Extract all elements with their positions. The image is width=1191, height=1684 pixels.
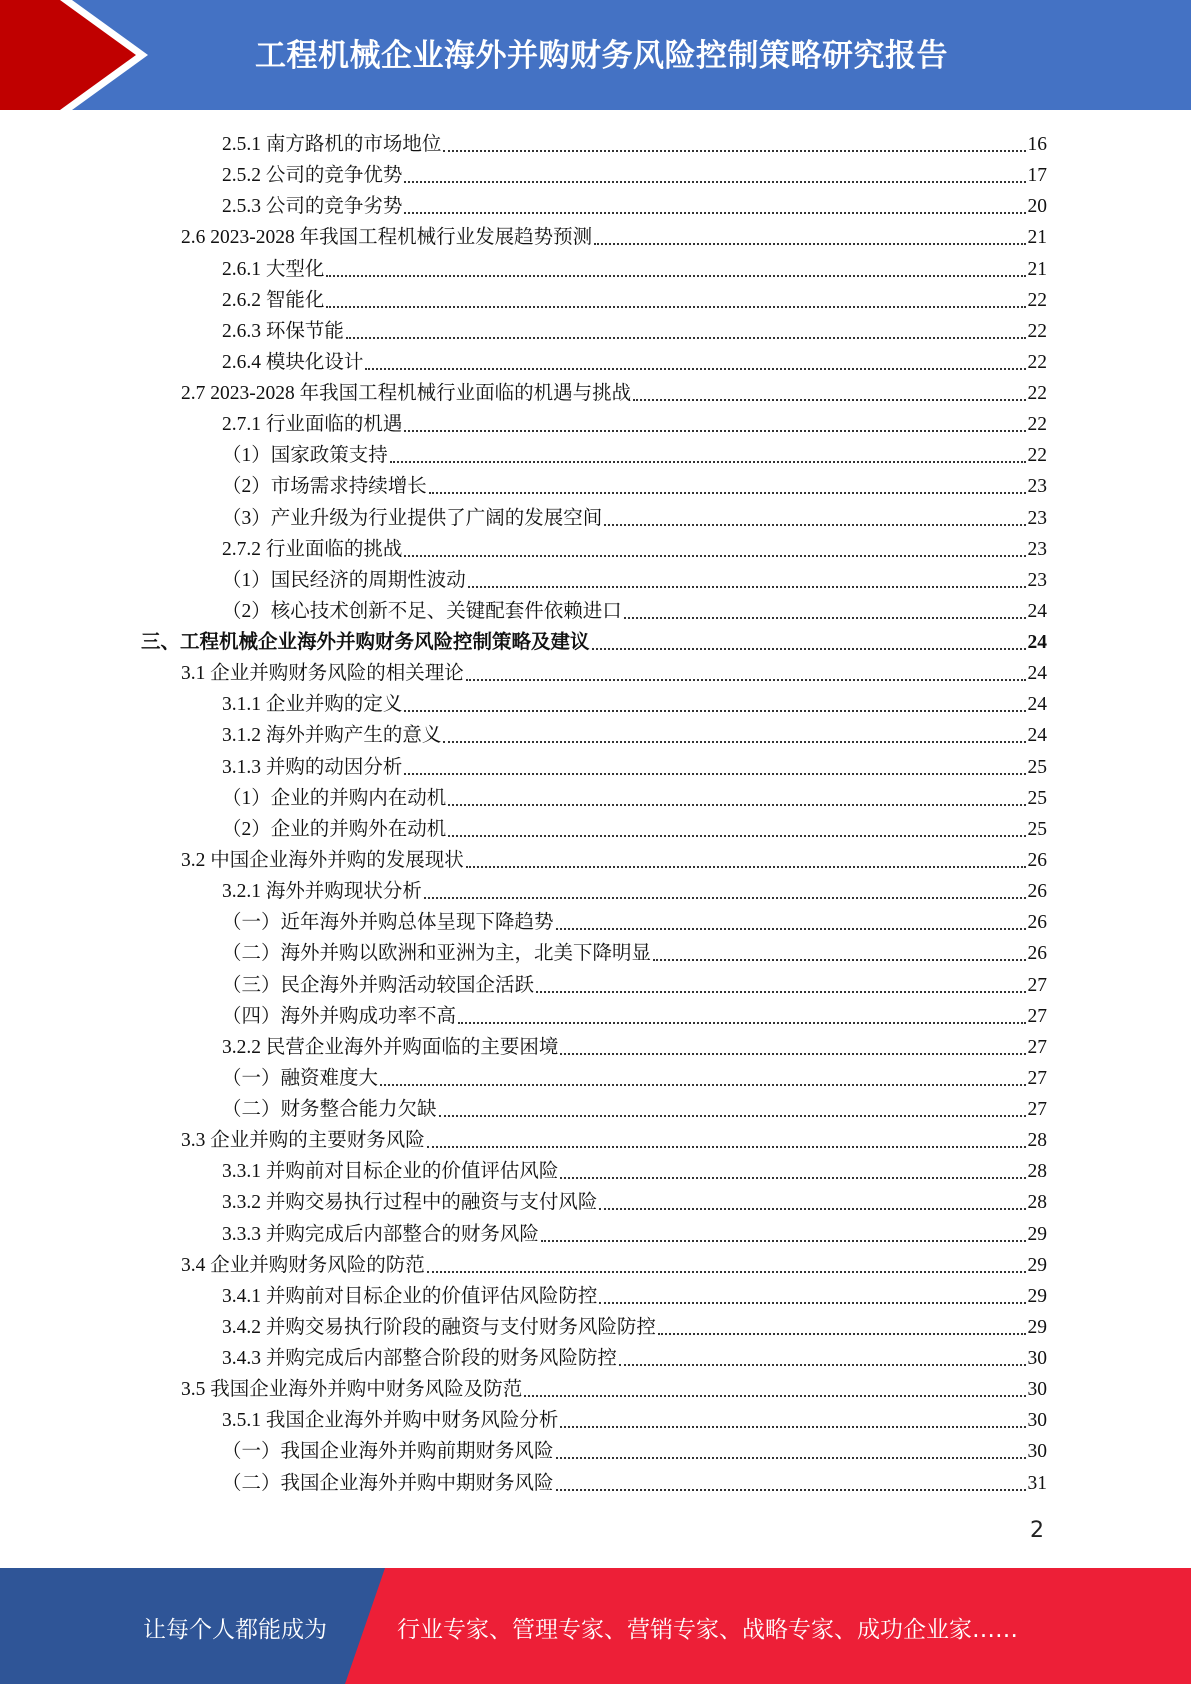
- toc-entry-page: 25: [1027, 756, 1047, 778]
- toc-dot-leader: [466, 866, 1026, 868]
- toc-entry-page: 27: [1027, 1005, 1047, 1027]
- toc-entry-page: 31: [1027, 1472, 1047, 1494]
- toc-entry-page: 25: [1027, 787, 1047, 809]
- toc-entry-title: 3.4 企业并购财务风险的防范: [181, 1254, 425, 1276]
- toc-entry-title: 2.5.2 公司的竞争优势: [222, 165, 403, 187]
- toc-entry-title: 3.3.2 并购交易执行过程中的融资与支付风险: [222, 1192, 598, 1214]
- toc-dot-leader: [592, 648, 1026, 650]
- toc-entry[interactable]: [222, 594, 1047, 625]
- toc-entry-title: 2.7.2 行业面临的挑战: [222, 538, 403, 560]
- toc-entry-title: （2）核心技术创新不足、关键配套件依赖进口: [222, 600, 622, 622]
- toc-entry[interactable]: [222, 874, 1047, 905]
- footer-slogan-left: 让每个人都能成为: [143, 1617, 327, 1643]
- toc-entry[interactable]: [222, 189, 1047, 220]
- toc-dot-leader: [633, 399, 1025, 401]
- toc-entry-title: 3.1.3 并购的动因分析: [222, 756, 403, 778]
- toc-entry-page: 16: [1027, 134, 1047, 155]
- toc-dot-leader: [599, 1208, 1025, 1210]
- toc-dot-leader: [536, 991, 1025, 993]
- toc-entry-page: 28: [1027, 1161, 1047, 1183]
- toc-entry-title: 3.5 我国企业海外并购中财务风险及防范: [181, 1379, 523, 1401]
- toc-entry-page: 22: [1027, 351, 1047, 373]
- toc-dot-leader: [560, 1426, 1025, 1428]
- toc-entry[interactable]: [222, 812, 1047, 843]
- toc-entry[interactable]: [222, 781, 1047, 812]
- toc-entry[interactable]: [181, 220, 1047, 251]
- toc-entry-title: 3.4.2 并购交易执行阶段的融资与支付财务风险防控: [222, 1316, 656, 1338]
- toc-entry[interactable]: [181, 1372, 1047, 1403]
- footer-slogan-right: 行业专家、管理专家、营销专家、战略专家、成功企业家……: [397, 1617, 1018, 1643]
- toc-entry-title: 3.5.1 我国企业海外并购中财务风险分析: [222, 1410, 559, 1432]
- toc-dot-leader: [658, 1333, 1026, 1335]
- toc-entry[interactable]: [222, 345, 1047, 376]
- toc-entry-title: 2.5.1 南方路机的市场地位: [222, 134, 442, 155]
- toc-entry-page: 26: [1027, 912, 1047, 934]
- toc-entry[interactable]: [222, 314, 1047, 345]
- toc-entry[interactable]: [222, 1466, 1047, 1497]
- toc-dot-leader: [556, 928, 1026, 930]
- toc-dot-leader: [599, 1302, 1025, 1304]
- toc-entry[interactable]: [222, 438, 1047, 469]
- toc-entry-page: 26: [1027, 849, 1047, 871]
- toc-dot-leader: [541, 1240, 1026, 1242]
- toc-entry[interactable]: [222, 1403, 1047, 1434]
- toc-dot-leader: [556, 1457, 1026, 1459]
- toc-entry-title: 2.6.4 模块化设计: [222, 351, 364, 373]
- toc-entry-title: 3.3.1 并购前对目标企业的价值评估风险: [222, 1161, 559, 1183]
- toc-entry-title: 3.4.1 并购前对目标企业的价值评估风险防控: [222, 1285, 598, 1307]
- toc-entry-title: 3.2.2 民营企业海外并购面临的主要困境: [222, 1036, 559, 1058]
- toc-entry-title: 2.6.2 智能化: [222, 289, 325, 311]
- toc-entry[interactable]: [181, 376, 1047, 407]
- toc-entry[interactable]: [222, 936, 1047, 967]
- toc-dot-leader: [443, 150, 1025, 152]
- toc-dot-leader: [439, 1115, 1026, 1117]
- toc-entry[interactable]: [222, 1154, 1047, 1185]
- toc-entry[interactable]: [222, 999, 1047, 1030]
- toc-entry[interactable]: [222, 968, 1047, 999]
- toc-dot-leader: [404, 181, 1025, 183]
- toc-entry-title: （三）民企海外并购活动较国企活跃: [222, 974, 535, 996]
- toc-entry-page: 22: [1027, 414, 1047, 436]
- toc-entry-title: （四）海外并购成功率不高: [222, 1005, 457, 1027]
- toc-entry-title: （3）产业升级为行业提供了广阔的发展空间: [222, 507, 603, 529]
- toc-dot-leader: [653, 959, 1025, 961]
- toc-entry[interactable]: [222, 252, 1047, 283]
- toc-entry[interactable]: [222, 1279, 1047, 1310]
- toc-entry[interactable]: [181, 1123, 1047, 1154]
- toc-entry-title: 3.1.1 企业并购的定义: [222, 694, 403, 716]
- toc-entry[interactable]: [222, 127, 1047, 158]
- toc-entry-page: 23: [1027, 538, 1047, 560]
- toc-entry-page: 30: [1027, 1410, 1047, 1432]
- toc-entry-page: 21: [1027, 227, 1047, 249]
- toc-entry[interactable]: [222, 563, 1047, 594]
- toc-dot-leader: [448, 835, 1025, 837]
- toc-dot-leader: [468, 586, 1026, 588]
- toc-dot-leader: [404, 212, 1025, 214]
- toc-dot-leader: [380, 1084, 1025, 1086]
- toc-entry-page: 27: [1027, 1036, 1047, 1058]
- toc-entry-page: 30: [1027, 1379, 1047, 1401]
- toc-entry-page: 30: [1027, 1441, 1047, 1463]
- toc-dot-leader: [443, 741, 1025, 743]
- toc-entry-title: （二）我国企业海外并购中期财务风险: [222, 1472, 554, 1494]
- toc-entry-page: 21: [1027, 258, 1047, 280]
- toc-entry-page: 26: [1027, 943, 1047, 965]
- toc-dot-leader: [390, 461, 1026, 463]
- toc-entry[interactable]: [222, 1185, 1047, 1216]
- toc-entry-page: 23: [1027, 507, 1047, 529]
- toc-entry-page: 28: [1027, 1192, 1047, 1214]
- toc-entry-title: 2.7.1 行业面临的机遇: [222, 414, 403, 436]
- toc-entry-page: 20: [1027, 196, 1047, 218]
- toc-entry-title: 2.5.3 公司的竞争劣势: [222, 196, 403, 218]
- toc-entry-page: 24: [1027, 600, 1047, 622]
- toc-entry-page: 25: [1027, 818, 1047, 840]
- toc-dot-leader: [560, 1053, 1025, 1055]
- toc-entry-page: 22: [1027, 289, 1047, 311]
- toc-entry[interactable]: [222, 687, 1047, 718]
- toc-dot-leader: [326, 275, 1025, 277]
- toc-dot-leader: [427, 1271, 1026, 1273]
- header-banner: [0, 0, 1191, 110]
- toc-entry-page: 27: [1027, 1099, 1047, 1121]
- toc-entry[interactable]: [181, 843, 1047, 874]
- toc-entry-page: 29: [1027, 1285, 1047, 1307]
- toc-entry-title: （1）国民经济的周期性波动: [222, 569, 466, 591]
- toc-entry[interactable]: [222, 1310, 1047, 1341]
- toc-entry[interactable]: [222, 1341, 1047, 1372]
- toc-entry-page: 17: [1027, 165, 1047, 187]
- toc-entry-title: 2.7 2023-2028 年我国工程机械行业面临的机遇与挑战: [181, 383, 632, 405]
- toc-dot-leader: [524, 1395, 1025, 1397]
- toc-entry-title: 3.3.3 并购完成后内部整合的财务风险: [222, 1223, 539, 1245]
- toc-entry[interactable]: [222, 501, 1047, 532]
- toc-entry-title: （一）融资难度大: [222, 1067, 379, 1089]
- toc-entry-title: 3.1.2 海外并购产生的意义: [222, 725, 442, 747]
- toc-dot-leader: [624, 617, 1026, 619]
- toc-entry[interactable]: [222, 158, 1047, 189]
- toc-entry-title: （1）企业的并购内在动机: [222, 787, 447, 809]
- toc-entry-title: （二）财务整合能力欠缺: [222, 1099, 437, 1121]
- toc-entry-title: 3.3 企业并购的主要财务风险: [181, 1130, 425, 1152]
- toc-dot-leader: [404, 773, 1025, 775]
- toc-entry[interactable]: [181, 656, 1047, 687]
- header-red-block: [0, 0, 140, 110]
- toc-dot-leader: [404, 710, 1025, 712]
- toc-entry[interactable]: [222, 1030, 1047, 1061]
- toc-entry-page: 23: [1027, 569, 1047, 591]
- toc-entry-title: 2.6 2023-2028 年我国工程机械行业发展趋势预测: [181, 227, 593, 249]
- toc-dot-leader: [365, 368, 1025, 370]
- page-number: 2: [1030, 1518, 1044, 1543]
- toc-entry-title: 3.4.3 并购完成后内部整合阶段的财务风险防控: [222, 1348, 617, 1370]
- toc-dot-leader: [346, 337, 1026, 339]
- toc-entry-page: 23: [1027, 476, 1047, 498]
- toc-entry-page: 30: [1027, 1348, 1047, 1370]
- toc-entry-title: 2.6.1 大型化: [222, 258, 325, 280]
- footer-banner: [0, 1568, 1191, 1684]
- toc-dot-leader: [560, 1177, 1025, 1179]
- toc-entry[interactable]: [222, 1061, 1047, 1092]
- toc-entry-title: 2.6.3 环保节能: [222, 320, 344, 342]
- toc-entry[interactable]: [222, 283, 1047, 314]
- toc-dot-leader: [404, 430, 1025, 432]
- toc-entry[interactable]: [222, 905, 1047, 936]
- toc-entry-title: （1）国家政策支持: [222, 445, 388, 467]
- toc-entry-page: 29: [1027, 1223, 1047, 1245]
- toc-dot-leader: [556, 1489, 1026, 1491]
- toc-entry-page: 24: [1027, 725, 1047, 747]
- toc-entry-title: （一）我国企业海外并购前期财务风险: [222, 1441, 554, 1463]
- toc-entry[interactable]: [181, 1248, 1047, 1279]
- toc-entry-title: 三、工程机械企业海外并购财务风险控制策略及建议: [141, 632, 590, 654]
- toc-entry-page: 22: [1027, 383, 1047, 405]
- toc-entry[interactable]: [222, 1217, 1047, 1248]
- toc-dot-leader: [448, 804, 1025, 806]
- toc-entry-title: 3.2 中国企业海外并购的发展现状: [181, 849, 464, 871]
- toc-dot-leader: [466, 679, 1026, 681]
- toc-entry[interactable]: [222, 1092, 1047, 1123]
- toc-entry-page: 29: [1027, 1316, 1047, 1338]
- toc-dot-leader: [429, 492, 1026, 494]
- toc-dot-leader: [594, 243, 1025, 245]
- toc-dot-leader: [458, 1022, 1025, 1024]
- toc-entry[interactable]: [222, 1434, 1047, 1465]
- toc-entry-title: （2）市场需求持续增长: [222, 476, 427, 498]
- toc-entry-page: 28: [1027, 1130, 1047, 1152]
- toc-entry-title: （2）企业的并购外在动机: [222, 818, 447, 840]
- toc-entry-page: 24: [1027, 694, 1047, 716]
- toc-dot-leader: [619, 1364, 1026, 1366]
- toc-entry[interactable]: [222, 532, 1047, 563]
- toc-dot-leader: [424, 897, 1026, 899]
- toc-entry-page: 24: [1027, 632, 1047, 654]
- toc-entry-title: 3.1 企业并购财务风险的相关理论: [181, 663, 464, 685]
- toc-entry-page: 22: [1027, 320, 1047, 342]
- toc-entry-page: 27: [1027, 974, 1047, 996]
- toc-dot-leader: [427, 1146, 1026, 1148]
- toc-dot-leader: [604, 524, 1025, 526]
- toc-entry[interactable]: [222, 407, 1047, 438]
- toc-entry-page: 27: [1027, 1067, 1047, 1089]
- toc-entry-title: 3.2.1 海外并购现状分析: [222, 881, 422, 903]
- toc-dot-leader: [404, 555, 1025, 557]
- toc-dot-leader: [326, 306, 1025, 308]
- toc-entry-title: （二）海外并购以欧洲和亚洲为主，北美下降明显: [222, 943, 652, 965]
- toc-entry-title: （一）近年海外并购总体呈现下降趋势: [222, 912, 554, 934]
- toc-entry[interactable]: [222, 718, 1047, 749]
- toc-entry[interactable]: [141, 625, 1047, 656]
- toc-entry[interactable]: [222, 469, 1047, 500]
- toc-entry-page: 22: [1027, 445, 1047, 467]
- toc-entry-page: 29: [1027, 1254, 1047, 1276]
- toc-entry-page: 24: [1027, 663, 1047, 685]
- toc-entry[interactable]: [222, 750, 1047, 781]
- toc-entry-page: 26: [1027, 881, 1047, 903]
- document-title: 工程机械企业海外并购财务风险控制策略研究报告: [255, 38, 948, 74]
